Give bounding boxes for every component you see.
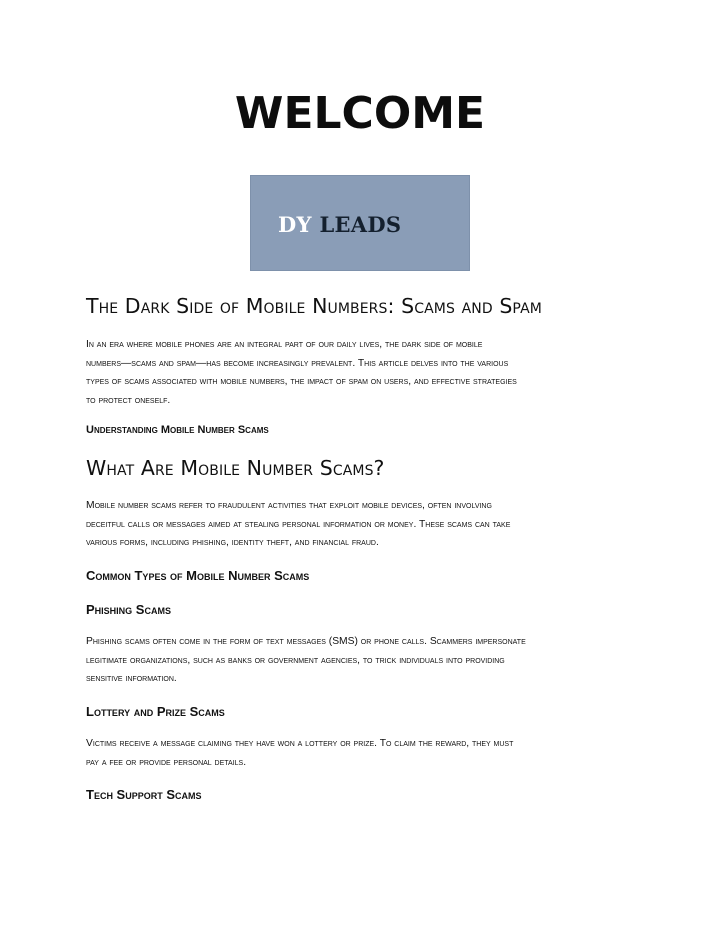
tech-support-heading: Tech Support Scams bbox=[86, 787, 202, 802]
paragraph-line: Phishing scams often come in the form of text messages (SMS) or phone calls. Scammers impersonate bbox=[86, 636, 526, 647]
lottery-paragraph bbox=[86, 735, 646, 772]
page-title: WELCOME bbox=[234, 88, 486, 139]
paragraph-line: legitimate organizations, such as banks or government agencies, to trick individuals into providing bbox=[86, 654, 505, 666]
paragraph-line: In an era where mobile phones are an integral part of our daily lives, the dark side of mobile bbox=[86, 339, 483, 350]
dy-leads-logo bbox=[250, 175, 470, 271]
logo-dy-text: DY bbox=[278, 212, 312, 237]
paragraph-line: Victims receive a message claiming they have won a lottery or prize. To claim the reward, they must bbox=[86, 738, 514, 749]
paragraph-line: deceitful calls or messages aimed at stealing personal information or money. These scams can take bbox=[86, 518, 511, 530]
paragraph-line: to protect oneself. bbox=[86, 394, 171, 406]
paragraph-line: numbers—scams and spam—has become increasingly prevalent. This article delves into the various bbox=[86, 357, 509, 369]
what-are-scams-heading: What Are Mobile Number Scams? bbox=[86, 456, 385, 480]
logo-leads-text: LEADS bbox=[319, 212, 402, 237]
what-are-scams-paragraph bbox=[86, 497, 646, 553]
phishing-heading: Phishing Scams bbox=[86, 602, 171, 617]
paragraph-line: types of scams associated with mobile numbers, the impact of spam on users, and effective strategies bbox=[86, 376, 517, 388]
logo-wordmark bbox=[278, 212, 401, 237]
common-types-heading: Common Types of Mobile Number Scams bbox=[86, 568, 310, 583]
phishing-paragraph bbox=[86, 633, 646, 689]
understanding-heading: Understanding Mobile Number Scams bbox=[86, 424, 269, 436]
lottery-heading: Lottery and Prize Scams bbox=[86, 704, 225, 719]
paragraph-line: Mobile number scams refer to fraudulent activities that exploit mobile devices, often involving bbox=[86, 500, 492, 511]
paragraph-line: pay a fee or provide personal details. bbox=[86, 756, 247, 768]
paragraph-line: sensitive information. bbox=[86, 673, 177, 685]
intro-paragraph bbox=[86, 336, 646, 410]
paragraph-line: various forms, including phishing, identity theft, and financial fraud. bbox=[86, 537, 379, 549]
article-heading: The Dark Side of Mobile Numbers: Scams and Spam bbox=[86, 294, 542, 318]
